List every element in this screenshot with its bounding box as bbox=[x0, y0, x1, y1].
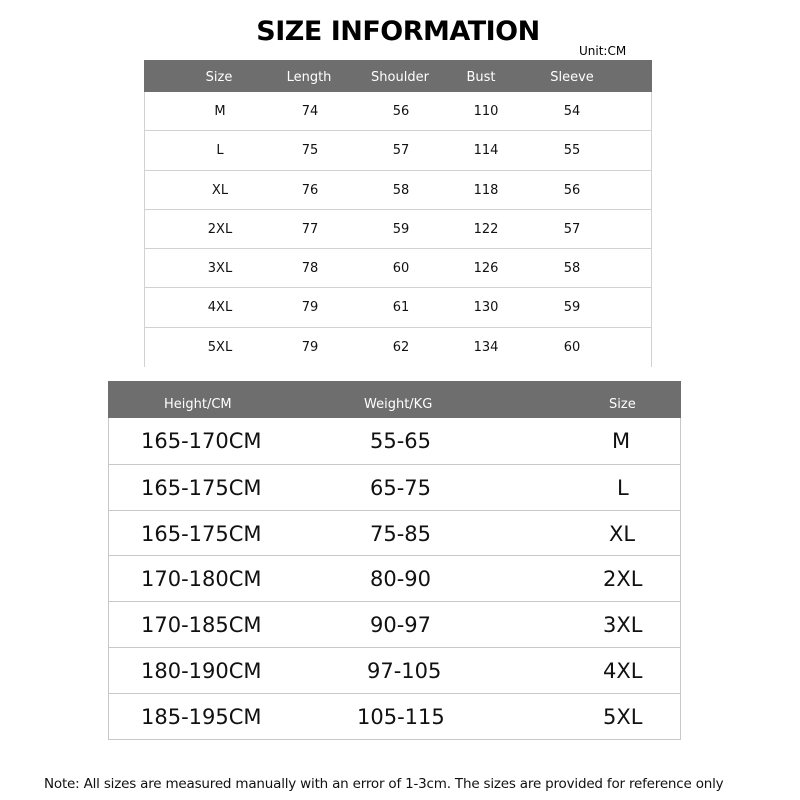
table-row bbox=[109, 464, 680, 510]
cell-size: 4XL bbox=[603, 658, 643, 683]
header-sleeve: Sleeve bbox=[550, 70, 594, 85]
cell-size: 4XL bbox=[207, 300, 233, 316]
cell-length: 75 bbox=[301, 143, 319, 159]
cell-height: 165-175CM bbox=[141, 475, 262, 500]
unit-label: Unit:CM bbox=[579, 44, 627, 58]
garment-table-body bbox=[144, 92, 652, 367]
reference-note: Note: All sizes are measured manually with an error of 1-3cm. The sizes are provided for reference only bbox=[44, 776, 724, 792]
cell-size: 3XL bbox=[603, 613, 643, 638]
cell-shoulder: 62 bbox=[392, 339, 410, 355]
table-row bbox=[109, 647, 680, 693]
header-bust: Bust bbox=[466, 70, 496, 85]
table-row bbox=[145, 249, 651, 288]
header-size: Size bbox=[609, 397, 636, 412]
header-shoulder: Shoulder bbox=[371, 70, 429, 85]
cell-shoulder: 58 bbox=[392, 182, 410, 198]
cell-size: L bbox=[617, 475, 629, 500]
cell-sleeve: 56 bbox=[563, 182, 581, 198]
cell-weight: 80-90 bbox=[370, 567, 432, 592]
cell-size: 3XL bbox=[207, 261, 233, 277]
cell-height: 165-170CM bbox=[141, 429, 262, 453]
cell-height: 185-195CM bbox=[141, 704, 262, 729]
cell-weight: 90-97 bbox=[370, 613, 432, 638]
cell-sleeve: 55 bbox=[563, 143, 581, 159]
cell-shoulder: 57 bbox=[392, 143, 410, 159]
page-title: SIZE INFORMATION bbox=[256, 16, 540, 47]
cell-sleeve: 58 bbox=[563, 261, 581, 277]
cell-size: XL bbox=[609, 521, 636, 546]
cell-size: 5XL bbox=[603, 704, 643, 729]
garment-size-table bbox=[144, 60, 652, 367]
cell-height: 170-180CM bbox=[141, 567, 262, 592]
table-row bbox=[145, 210, 651, 249]
header-size: Size bbox=[205, 70, 233, 85]
cell-size: M bbox=[612, 429, 631, 453]
cell-size: L bbox=[216, 143, 224, 159]
table-row bbox=[145, 171, 651, 210]
cell-bust: 110 bbox=[473, 104, 499, 119]
cell-height: 165-175CM bbox=[141, 521, 262, 546]
header-length: Length bbox=[286, 70, 332, 85]
cell-sleeve: 57 bbox=[563, 221, 581, 237]
table-row bbox=[145, 92, 651, 131]
cell-size: 5XL bbox=[207, 339, 233, 355]
cell-weight: 97-105 bbox=[367, 658, 442, 683]
cell-bust: 134 bbox=[473, 339, 499, 355]
fit-table-header bbox=[108, 381, 681, 418]
table-row bbox=[109, 510, 680, 556]
cell-length: 74 bbox=[301, 104, 319, 119]
garment-table-header bbox=[144, 60, 652, 92]
cell-bust: 114 bbox=[473, 143, 499, 159]
fit-table-body bbox=[108, 418, 681, 740]
table-row bbox=[145, 328, 651, 367]
table-row bbox=[145, 288, 651, 327]
cell-weight: 55-65 bbox=[370, 429, 432, 453]
cell-weight: 65-75 bbox=[370, 475, 432, 500]
cell-shoulder: 61 bbox=[392, 300, 410, 316]
cell-size: M bbox=[214, 104, 226, 119]
cell-length: 79 bbox=[301, 300, 319, 316]
cell-sleeve: 59 bbox=[563, 300, 581, 316]
cell-length: 79 bbox=[301, 339, 319, 355]
header-height: Height/CM bbox=[164, 397, 232, 412]
cell-shoulder: 60 bbox=[392, 261, 410, 277]
cell-size: XL bbox=[211, 182, 229, 198]
cell-bust: 126 bbox=[473, 261, 499, 277]
cell-weight: 75-85 bbox=[370, 521, 432, 546]
cell-bust: 122 bbox=[473, 221, 499, 237]
header-weight: Weight/KG bbox=[364, 397, 433, 412]
cell-height: 170-185CM bbox=[141, 613, 262, 638]
cell-shoulder: 59 bbox=[392, 221, 410, 237]
cell-length: 77 bbox=[301, 221, 319, 237]
table-row bbox=[109, 555, 680, 601]
table-row bbox=[109, 418, 680, 464]
cell-bust: 118 bbox=[473, 182, 499, 198]
cell-sleeve: 54 bbox=[563, 104, 581, 119]
fit-guide-table bbox=[108, 381, 681, 740]
table-row bbox=[109, 601, 680, 647]
cell-sleeve: 60 bbox=[563, 339, 581, 355]
cell-size: 2XL bbox=[207, 221, 233, 237]
cell-bust: 130 bbox=[473, 300, 499, 316]
cell-shoulder: 56 bbox=[392, 104, 410, 119]
table-row bbox=[109, 693, 680, 739]
cell-weight: 105-115 bbox=[357, 704, 445, 729]
cell-length: 76 bbox=[301, 182, 319, 198]
cell-height: 180-190CM bbox=[141, 658, 262, 683]
table-row bbox=[145, 131, 651, 170]
cell-length: 78 bbox=[301, 261, 319, 277]
cell-size: 2XL bbox=[603, 567, 643, 592]
